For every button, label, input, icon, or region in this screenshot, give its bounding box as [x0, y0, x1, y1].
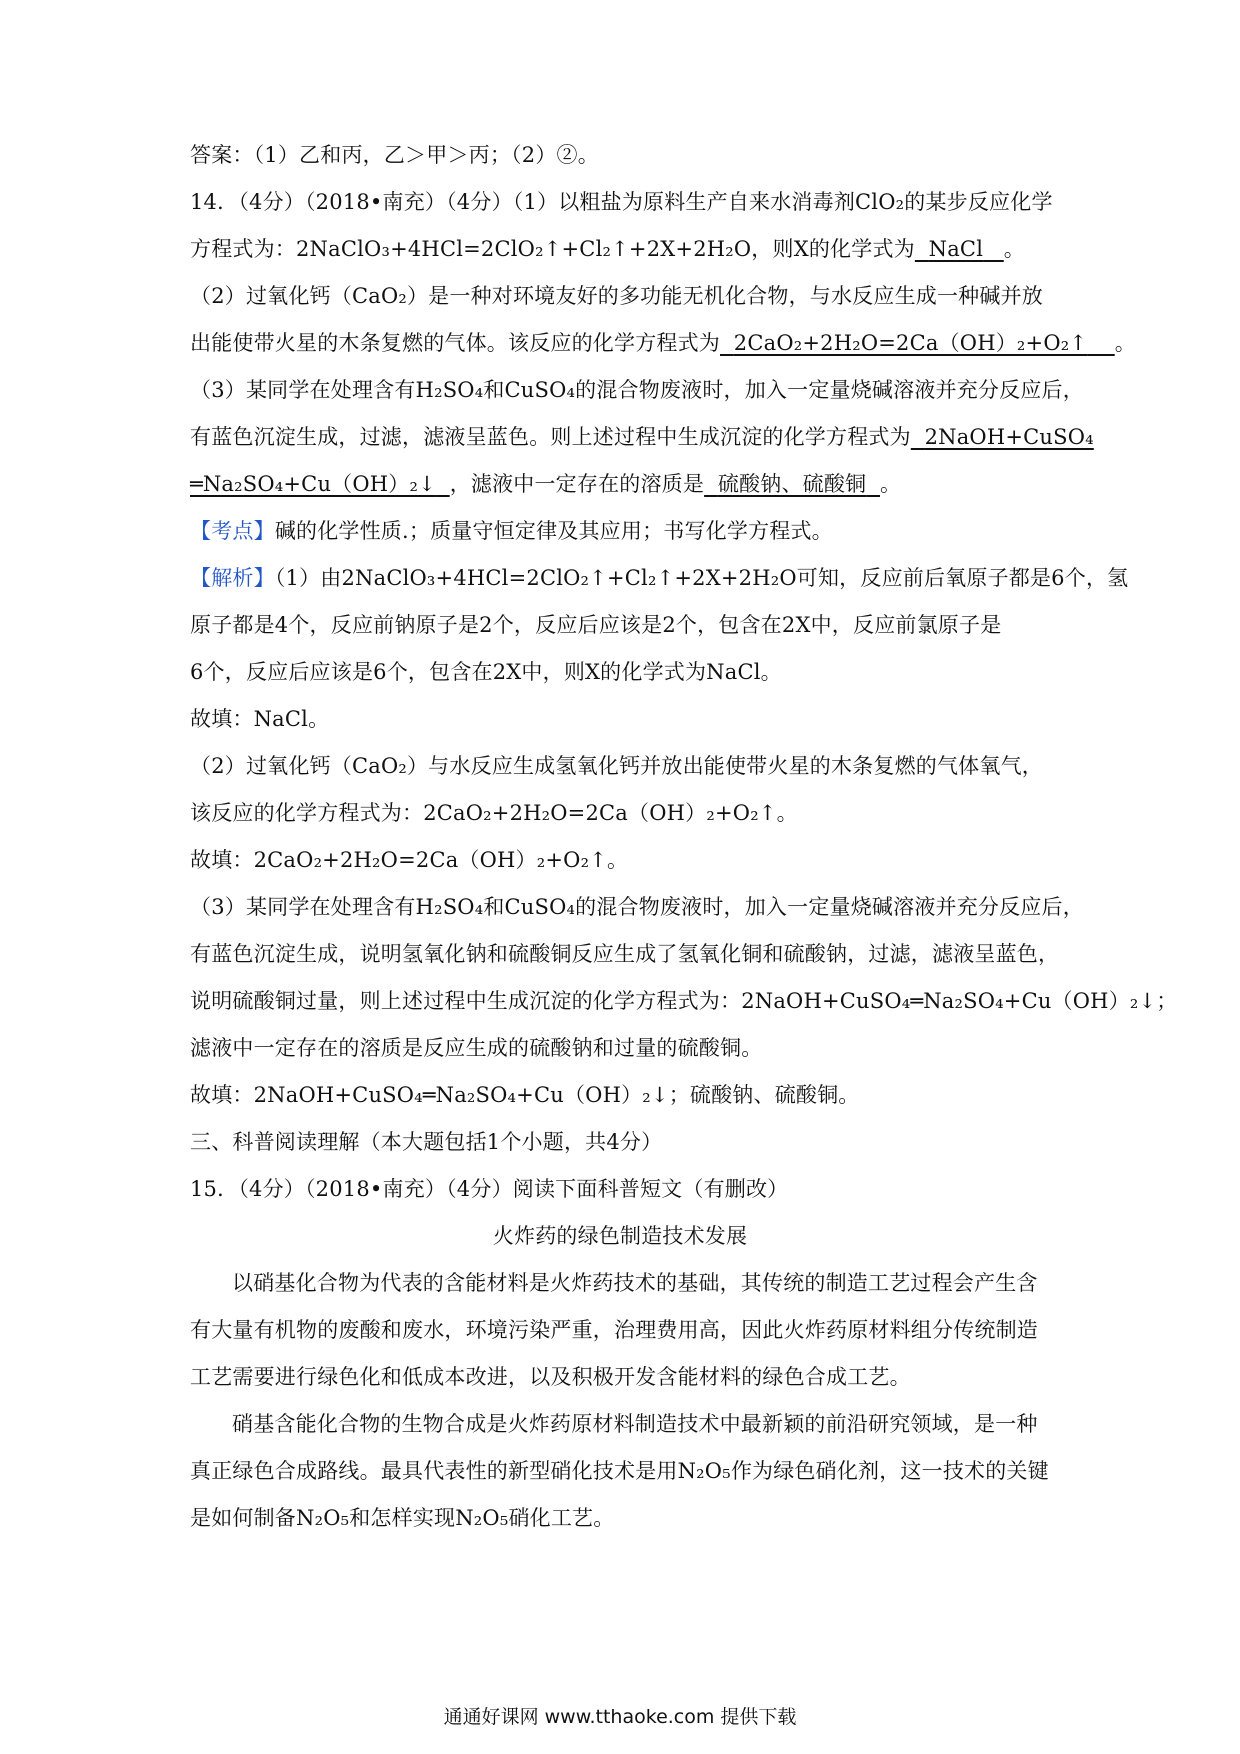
page-footer: 通通好课网 www.tthaoke.com 提供下载	[443, 1706, 797, 1728]
question-14-header: 14．（4分）（2018•南充）（4分）（1）以粗盐为原料生产自来水消毒剂ClO₂的某步反应化学	[190, 190, 1053, 214]
analysis-line4: 故填：NaCl。	[190, 707, 330, 731]
question-14-part1: 方程式为：2NaClO₃+4HCl=2ClO₂↑+Cl₂↑+2X+2H₂O，则X的化学式为 NaCl 。	[190, 237, 1025, 261]
analysis-line8: （3）某同学在处理含有H₂SO₄和CuSO₄的混合物废液时，加入一定量烧碱溶液并充分反应后，	[190, 895, 1084, 919]
article-para1-line2: 有大量有机物的废酸和废水，环境污染严重，治理费用高，因此火炸药原材料组分传统制造	[190, 1318, 1038, 1342]
question-14-part2-line2: 出能使带火星的木条复燃的气体。该反应的化学方程式为 2CaO₂+2H₂O=2Ca（OH）₂+O₂↑ 。	[190, 331, 1136, 355]
analysis-line2: 原子都是4个，反应前钠原子是2个，反应后应该是2个，包含在2X中，反应前氯原子是	[190, 613, 1002, 637]
article-para2-line1: 硝基含能化合物的生物合成是火炸药原材料制造技术中最新颖的前沿研究领域，是一种	[232, 1412, 1038, 1436]
section-heading: 三、科普阅读理解（本大题包括1个小题，共4分）	[190, 1130, 663, 1154]
question-14-part3-line3: ═Na₂SO₄+Cu（OH）₂↓ ，滤液中一定存在的溶质是 硫酸钠、硫酸铜 。	[190, 472, 902, 496]
question-14-part3-line2: 有蓝色沉淀生成，过滤，滤液呈蓝色。则上述过程中生成沉淀的化学方程式为 2NaOH+CuSO₄	[190, 425, 1094, 449]
article-para1-line3: 工艺需要进行绿色化和低成本改进，以及积极开发含能材料的绿色合成工艺。	[190, 1365, 911, 1389]
analysis-line10: 说明硫酸铜过量，则上述过程中生成沉淀的化学方程式为：2NaOH+CuSO₄═Na₂SO₄+Cu（OH）₂↓；	[190, 989, 1178, 1013]
question-14-part3-line1: （3）某同学在处理含有H₂SO₄和CuSO₄的混合物废液时，加入一定量烧碱溶液并充分反应后，	[190, 378, 1084, 402]
key-points-tag: 【考点】	[190, 519, 275, 543]
question-15-header: 15．（4分）（2018•南充）（4分）阅读下面科普短文（有删改）	[190, 1177, 789, 1201]
key-points: 【考点】碱的化学性质.；质量守恒定律及其应用；书写化学方程式。	[190, 519, 833, 543]
answer-blank: 2CaO₂+2H₂O=2Ca（OH）₂+O₂↑	[733, 331, 1088, 355]
text: 方程式为：2NaClO₃+4HCl=2ClO₂↑+Cl₂↑+2X+2H₂O，则X的化学式为	[190, 237, 915, 261]
analysis-line6: 该反应的化学方程式为：2CaO₂+2H₂O=2Ca（OH）₂+O₂↑。	[190, 801, 798, 825]
article-para1-line1: 以硝基化合物为代表的含能材料是火炸药技术的基础，其传统的制造工艺过程会产生含	[232, 1271, 1038, 1295]
analysis-line12: 故填：2NaOH+CuSO₄═Na₂SO₄+Cu（OH）₂↓；硫酸钠、硫酸铜。	[190, 1083, 860, 1107]
analysis-line9: 有蓝色沉淀生成，说明氢氧化钠和硫酸铜反应生成了氢氧化铜和硫酸钠，过滤，滤液呈蓝色，	[190, 942, 1060, 966]
answer-blank: NaCl	[928, 237, 984, 261]
answer-blank: 2NaOH+CuSO₄	[924, 425, 1094, 449]
analysis-line3: 6个，反应后应该是6个，包含在2X中，则X的化学式为NaCl。	[190, 660, 782, 684]
question-14-part2-line1: （2）过氧化钙（CaO₂）是一种对环境友好的多功能无机化合物，与水反应生成一种碱并放	[190, 284, 1043, 308]
analysis-line7: 故填：2CaO₂+2H₂O=2Ca（OH）₂+O₂↑。	[190, 848, 629, 872]
article-para2-line2: 真正绿色合成路线。最具代表性的新型硝化技术是用N₂O₅作为绿色硝化剂，这一技术的关键	[190, 1459, 1049, 1483]
article-para2-line3: 是如何制备N₂O₅和怎样实现N₂O₅硝化工艺。	[190, 1506, 615, 1530]
analysis-line5: （2）过氧化钙（CaO₂）与水反应生成氢氧化钙并放出能使带火星的木条复燃的气体氧气，	[190, 754, 1043, 778]
analysis-tag: 【解析】	[190, 566, 275, 590]
answer-line: 答案：（1）乙和丙，乙＞甲＞丙；（2）②。	[190, 143, 599, 167]
analysis-line1: 【解析】（1）由2NaClO₃+4HCl=2ClO₂↑+Cl₂↑+2X+2H₂O可知，反应前后氧原子都是6个，氢	[190, 566, 1129, 590]
answer-blank: 硫酸钠、硫酸铜	[717, 472, 867, 496]
analysis-line11: 滤液中一定存在的溶质是反应生成的硫酸钠和过量的硫酸铜。	[190, 1036, 763, 1060]
article-title: 火炸药的绿色制造技术发展	[492, 1224, 748, 1248]
answer-blank: ═Na₂SO₄+Cu（OH）₂↓	[190, 472, 436, 496]
